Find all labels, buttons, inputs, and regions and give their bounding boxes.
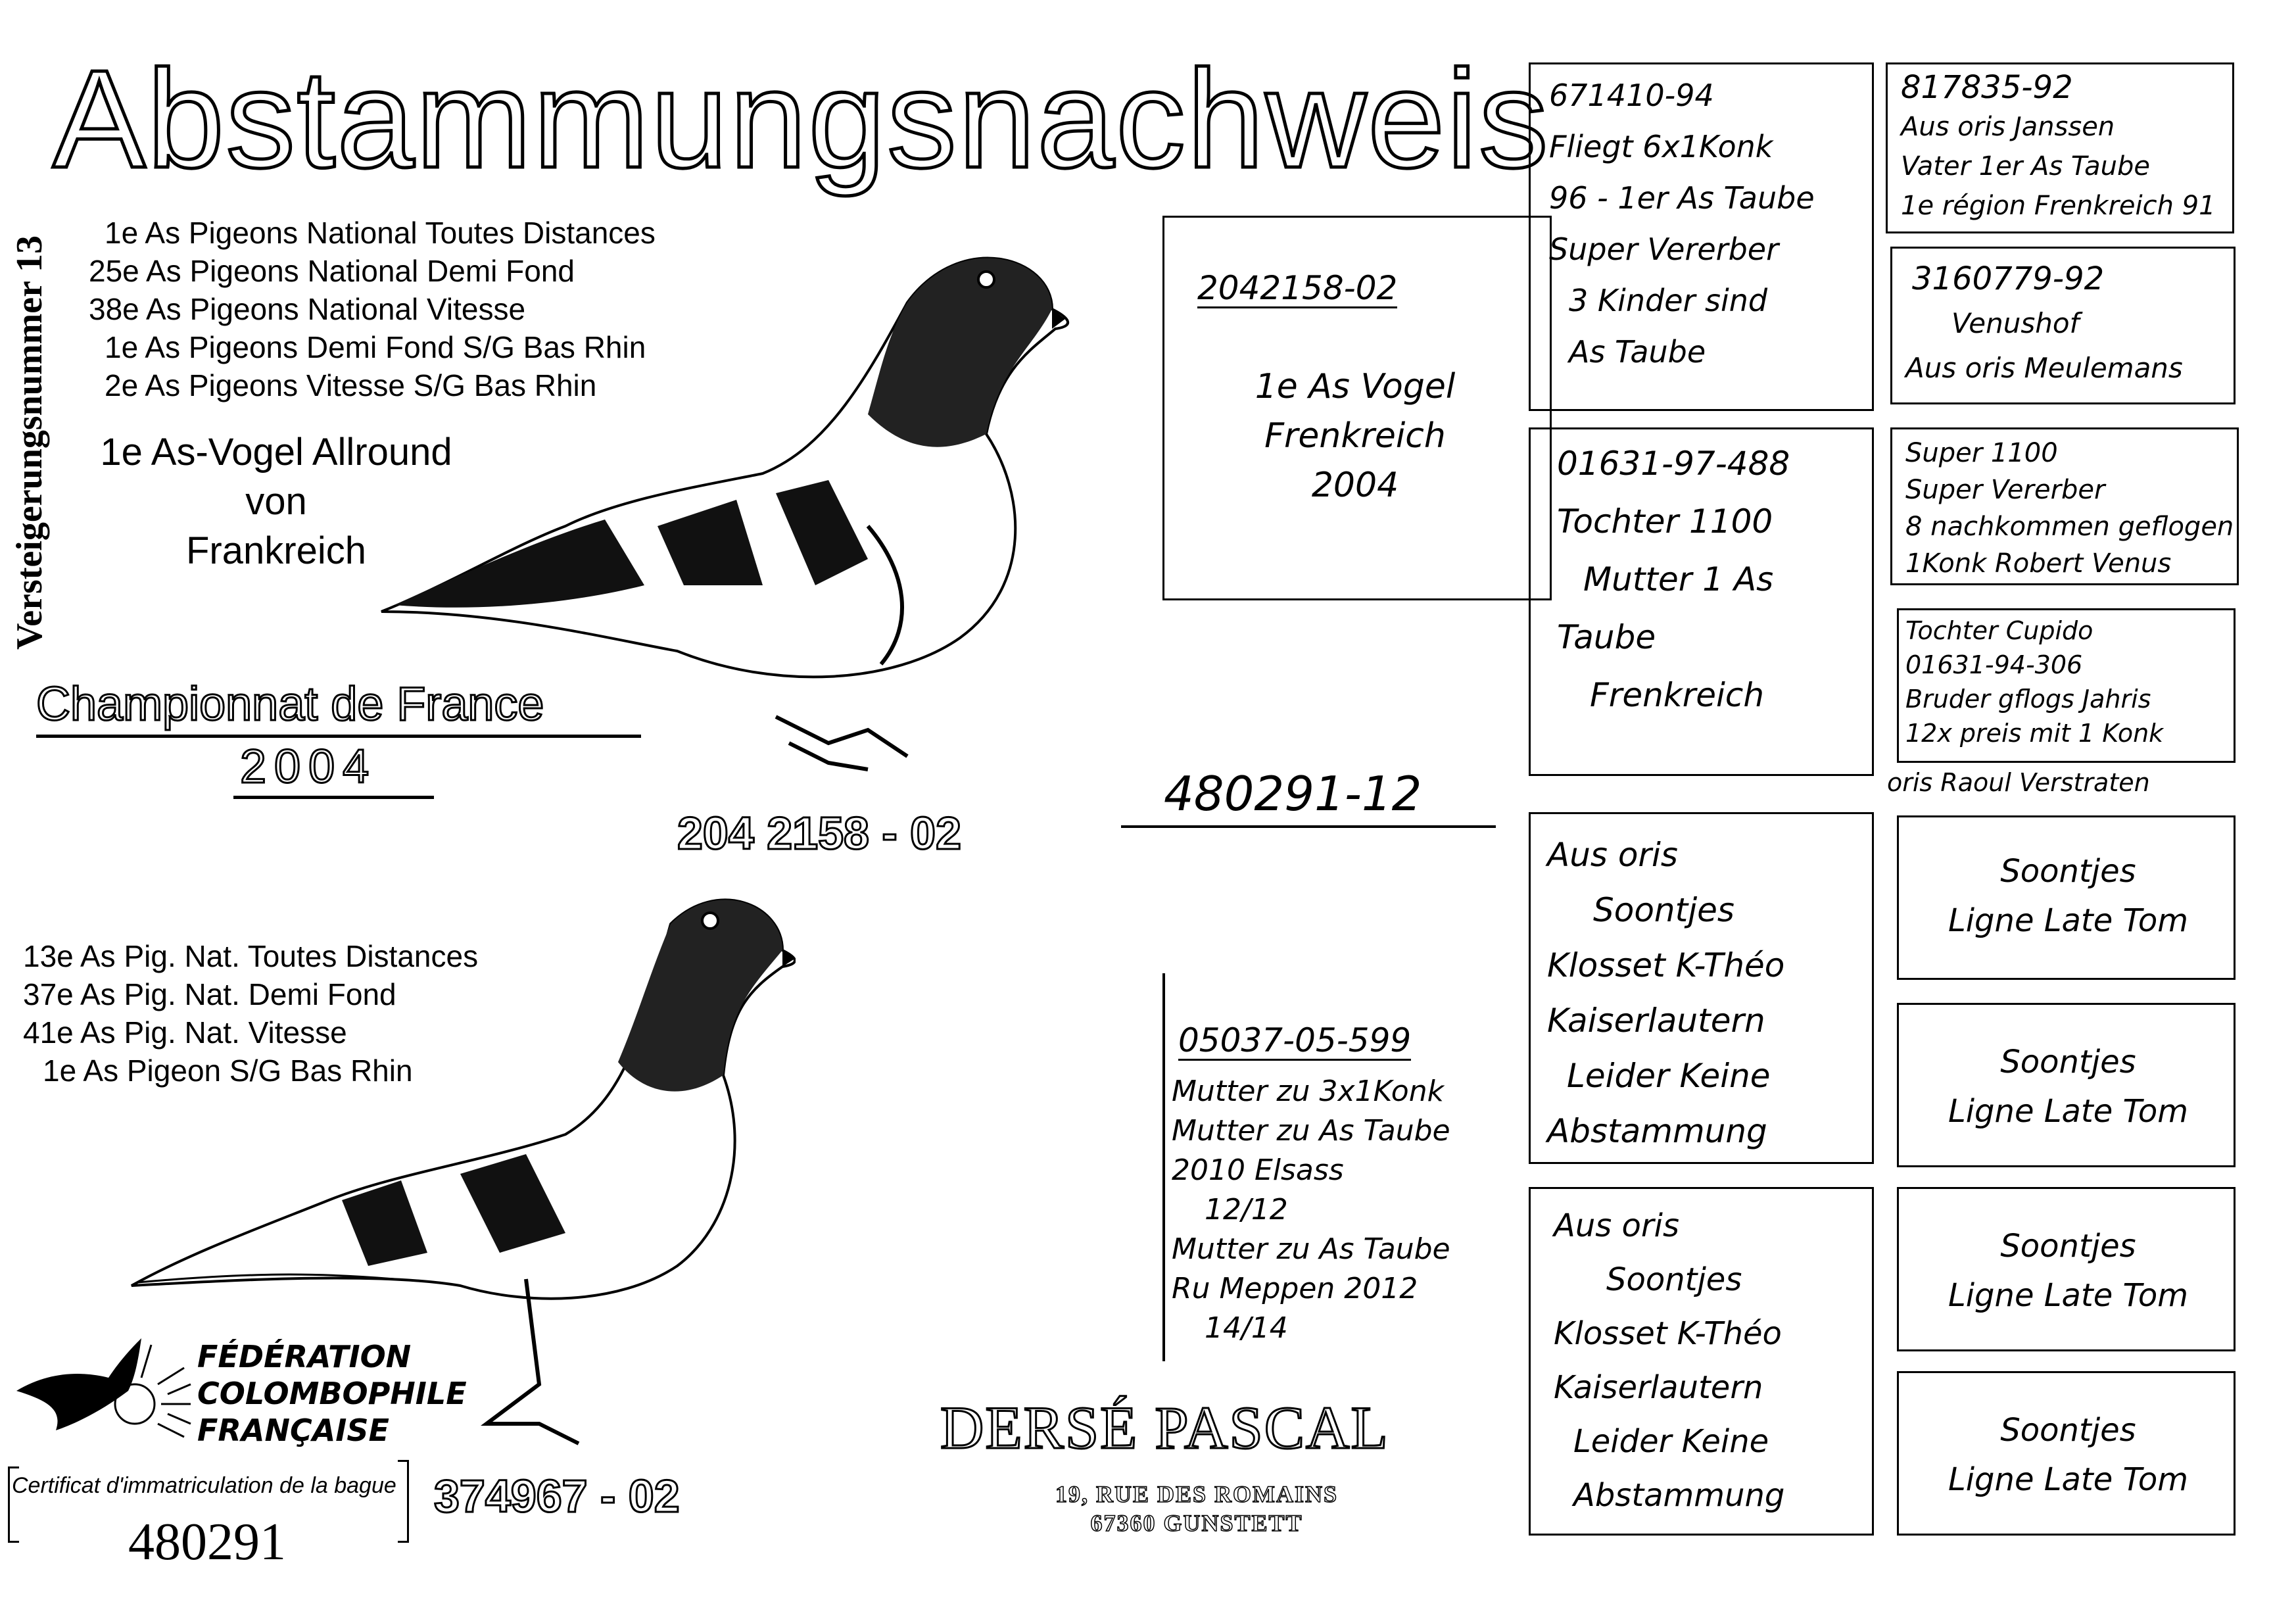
note-line: Kaiserlautern xyxy=(1547,1002,1765,1040)
grandparent-box-3 xyxy=(1529,812,1874,1164)
achievement-line: 1e As Pigeon S/G Bas Rhin xyxy=(43,1054,413,1088)
mother-ring: 05037-05-599 xyxy=(1178,1021,1412,1059)
note-line: 2004 xyxy=(1311,466,1399,505)
note-line: As Taube xyxy=(1569,334,1706,370)
great-grandparent-notes xyxy=(1899,1406,2237,1505)
federation-name xyxy=(197,1338,467,1449)
great-grandparent-box-8 xyxy=(1897,1371,2236,1536)
address-line: 67360 GUNSTETT xyxy=(1090,1510,1303,1536)
great-grandparent-box-5 xyxy=(1897,815,2236,980)
certificate-number: 480291 xyxy=(128,1513,286,1571)
note-line: 01631-94-306 xyxy=(1905,650,2083,679)
federation-line: FÉDÉRATION xyxy=(197,1339,412,1374)
achievement-line: 37e As Pig. Nat. Demi Fond xyxy=(23,977,396,1011)
great-grandparent-box-2 xyxy=(1890,247,2236,404)
championship-title: Championnat de France xyxy=(36,678,544,731)
note-line: 96 - 1er As Taube xyxy=(1549,180,1815,216)
grandparent-notes xyxy=(1554,1199,1784,1522)
note-line: Aus oris Janssen xyxy=(1901,112,2115,142)
grandparent-box-4 xyxy=(1529,1187,1874,1536)
note-line: Ligne Late Tom xyxy=(1948,1093,2189,1130)
note-line: Klosset K-Théo xyxy=(1547,946,1785,984)
grandparent-box-2 xyxy=(1529,427,1874,776)
dam-ring-number: 374967 - 02 xyxy=(434,1470,680,1522)
father-ring: 2042158-02 xyxy=(1197,269,1398,307)
great-grandparent-box-6 xyxy=(1897,1003,2236,1167)
note-line: Super 1100 xyxy=(1905,438,2058,468)
allround-line: 1e As-Vogel Allround von xyxy=(100,431,452,523)
note-line: Venushof xyxy=(1951,307,2080,339)
bracket xyxy=(398,1460,409,1543)
achievement-line: 13e As Pig. Nat. Toutes Distances xyxy=(23,939,479,973)
grandparent-box-1 xyxy=(1529,62,1874,411)
note-line: Abstammung xyxy=(1573,1477,1785,1514)
achievement-line: 2e As Pigeons Vitesse S/G Bas Rhin xyxy=(105,368,597,402)
note-line: Fliegt 6x1Konk xyxy=(1549,129,1773,164)
note-line: Soontjes xyxy=(2000,1412,2136,1449)
grandparent-notes xyxy=(1549,70,1815,377)
great-grandparent-box-7 xyxy=(1897,1187,2236,1351)
note-line: 14/14 xyxy=(1205,1311,1288,1345)
note-line: Ligne Late Tom xyxy=(1948,902,2189,939)
achievement-line: 1e As Pigeons Demi Fond S/G Bas Rhin xyxy=(105,330,646,364)
note-line: Mutter 1 As xyxy=(1583,560,1774,598)
note-line: 671410-94 xyxy=(1549,78,1714,113)
great-grandparent-notes xyxy=(1899,1222,2237,1320)
note-line: Abstammung xyxy=(1547,1112,1767,1150)
note-line: Frenkreich xyxy=(1264,416,1446,456)
divider xyxy=(1162,973,1165,1361)
note-line: Mutter zu As Taube xyxy=(1172,1114,1450,1148)
owner-address xyxy=(967,1480,1427,1538)
championship-year: 2004 xyxy=(240,740,377,793)
note-line: 1Konk Robert Venus xyxy=(1905,548,2172,579)
note-line: Soontjes xyxy=(2000,1228,2136,1265)
note-line: Mutter zu 3x1Konk xyxy=(1172,1075,1445,1108)
federation-line: FRANÇAISE xyxy=(197,1413,389,1448)
great-grandparent-box-4 xyxy=(1897,608,2236,763)
note-line: Ru Meppen 2012 xyxy=(1172,1272,1418,1305)
note-line: Leider Keine xyxy=(1567,1057,1771,1095)
achievement-line: 25e As Pigeons National Demi Fond xyxy=(89,254,575,288)
father-box xyxy=(1162,216,1552,600)
certificate-label: Certificat d'immatriculation de la bague xyxy=(12,1473,396,1498)
note-line: Super Vererber xyxy=(1549,231,1779,267)
note-line: Vater 1er As Taube xyxy=(1901,151,2151,182)
owner-name: DERSÉ PASCAL xyxy=(940,1394,1389,1461)
great-grandparent-notes xyxy=(1899,847,2237,946)
note-line: Tochter Cupido xyxy=(1905,616,2093,645)
note-line: Ligne Late Tom xyxy=(1948,1461,2189,1498)
note-line: 1e région Frenkreich 91 xyxy=(1901,191,2216,221)
note-line: 3160779-92 xyxy=(1912,260,2105,297)
sire-pigeon-image xyxy=(368,217,1078,809)
note-line: Soontjes xyxy=(2000,853,2136,890)
great-grandparent-box-1 xyxy=(1886,62,2234,233)
achievement-line: 41e As Pig. Nat. Vitesse xyxy=(23,1015,347,1050)
note-line: Super Vererber xyxy=(1905,475,2105,505)
great-grandparent-notes xyxy=(1899,1038,2237,1136)
note-line: Mutter zu As Taube xyxy=(1172,1232,1450,1266)
note-line: Aus oris xyxy=(1547,836,1678,874)
divider xyxy=(1121,825,1496,828)
federation-line: COLOMBOPHILE xyxy=(197,1376,467,1411)
note-line: 3 Kinder sind xyxy=(1569,283,1768,318)
note-line: Klosset K-Théo xyxy=(1554,1315,1782,1352)
note-line: Taube xyxy=(1557,618,1656,656)
note-line: Aus oris Meulemans xyxy=(1905,352,2183,384)
note-line: Leider Keine xyxy=(1573,1423,1769,1460)
note-line: Soontjes xyxy=(1606,1261,1742,1298)
note-line: 12x preis mit 1 Konk xyxy=(1905,719,2164,748)
sire-ring-number: 204 2158 - 02 xyxy=(677,808,962,859)
address-line: 19, RUE DES ROMAINS xyxy=(1055,1481,1339,1507)
achievement-line: 38e As Pigeons National Vitesse xyxy=(89,292,526,326)
note-line: Soontjes xyxy=(1593,891,1734,929)
grandparent-notes xyxy=(1547,827,1784,1159)
great-grandparent-box-3 xyxy=(1890,427,2239,585)
note-line: oris Raoul Verstraten xyxy=(1887,768,2150,797)
note-line: Tochter 1100 xyxy=(1557,502,1773,541)
bracket xyxy=(8,1466,19,1543)
note-line: Kaiserlautern xyxy=(1554,1369,1763,1406)
note-line: 8 nachkommen geflogen xyxy=(1905,512,2234,542)
note-line: 2010 Elsass xyxy=(1172,1153,1344,1187)
mother-notes xyxy=(1172,1072,1450,1348)
achievement-line: 1e As Pigeons National Toutes Distances xyxy=(105,216,656,250)
note-line: Bruder gflogs Jahris xyxy=(1905,685,2151,714)
allround-line: Frankreich xyxy=(186,529,366,572)
note-line: Ligne Late Tom xyxy=(1948,1277,2189,1314)
grandparent-notes xyxy=(1557,435,1790,724)
auction-number-label: Versteigerungsnummer 13 xyxy=(9,235,50,650)
federation-logo-icon xyxy=(10,1332,194,1443)
note-line: 817835-92 xyxy=(1901,69,2073,106)
great-grandparent-notes xyxy=(1905,435,2234,582)
note-line: 01631-97-488 xyxy=(1557,445,1790,483)
note-line: 1e As Vogel xyxy=(1255,367,1456,406)
note-line: Soontjes xyxy=(2000,1044,2136,1080)
great-grandparent-notes xyxy=(1901,68,2216,226)
great-grandparent-notes xyxy=(1905,614,2163,750)
note-line: 12/12 xyxy=(1205,1193,1288,1226)
main-ring-number: 480291-12 xyxy=(1164,766,1422,821)
page-title: Abstammungsnachweis xyxy=(53,41,1550,197)
note-line: Frenkreich xyxy=(1590,676,1765,714)
note-line: Aus oris xyxy=(1554,1207,1679,1244)
great-grandparent-notes xyxy=(1905,256,2183,391)
father-notes xyxy=(1191,362,1519,510)
